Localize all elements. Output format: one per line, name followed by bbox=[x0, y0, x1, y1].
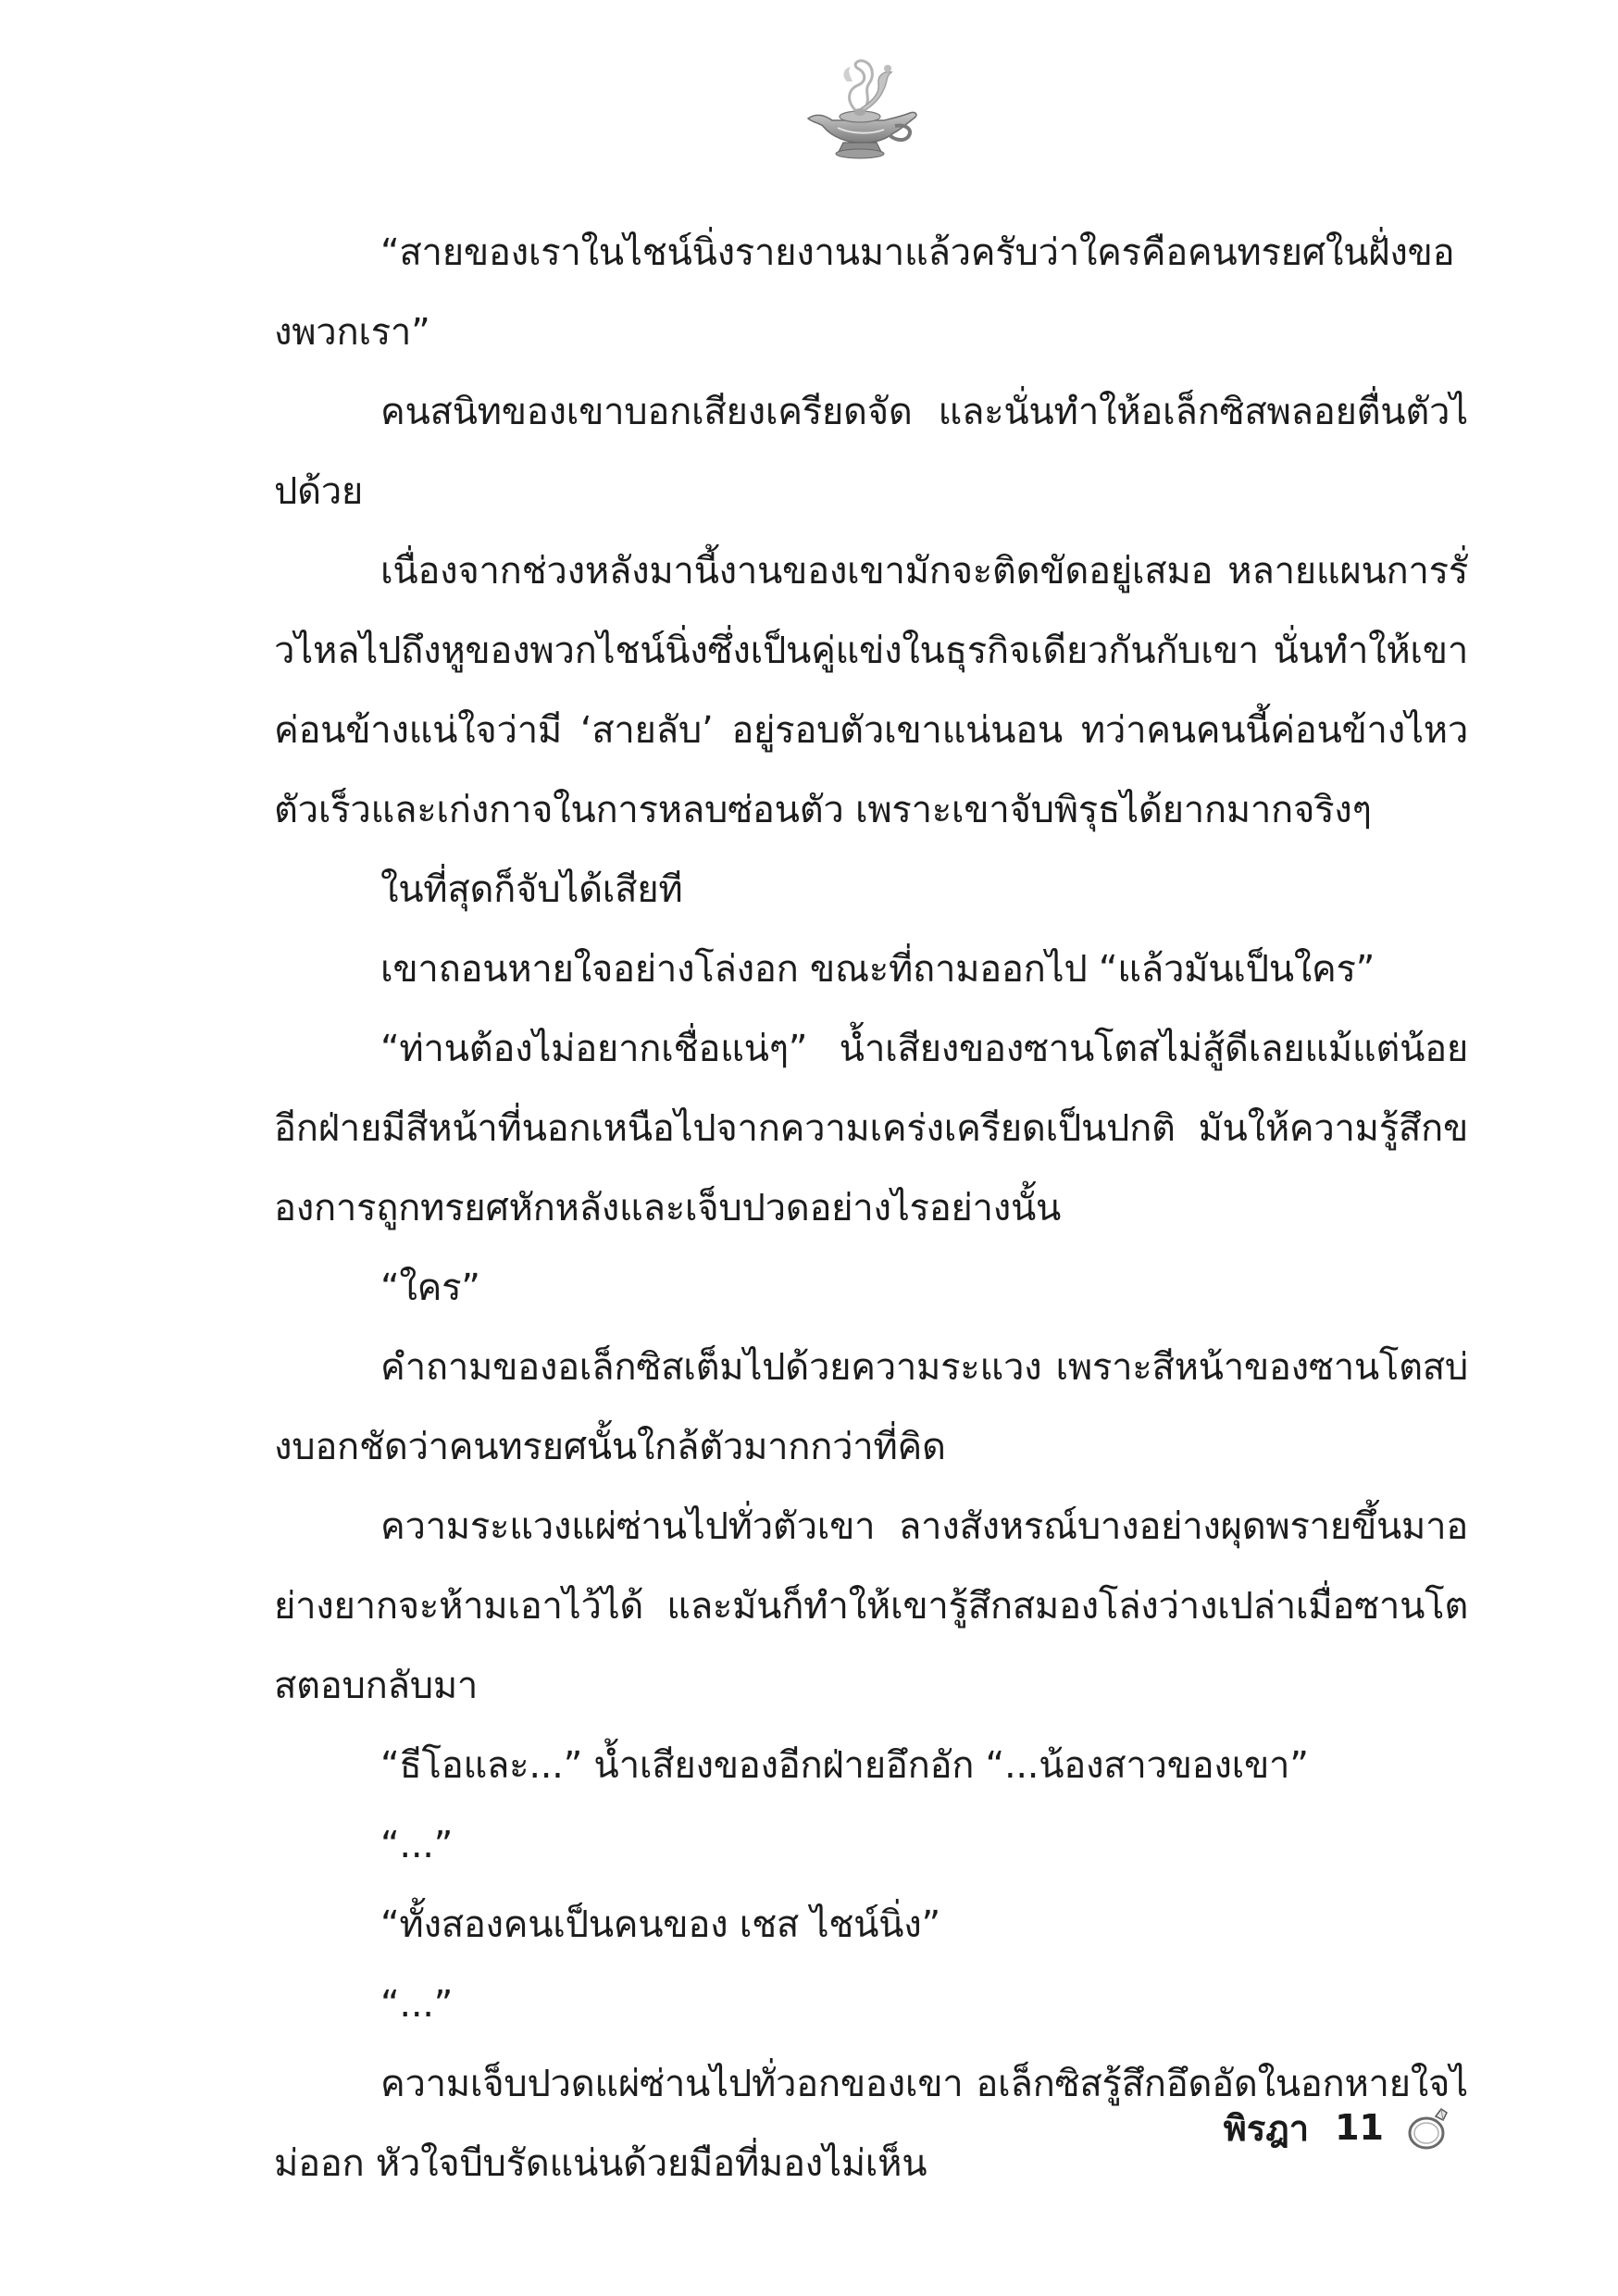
paragraph: คำถามของอเล็กซิสเต็มไปด้วยความระแวง เพราะสีหน้าของซานโตสบ่งบอกชัดว่าคนทรยศนั้นใกล้ตัวมากกว่าที่คิด bbox=[274, 1346, 1468, 1468]
paragraph: คนสนิทของเขาบอกเสียงเครียดจัด และนั่นทำให้อเล็กซิสพลอยตื่นตัวไปด้วย bbox=[274, 391, 1468, 513]
paragraph: “สายของเราในไชน์นิ่งรายงานมาแล้วครับว่าใครคือคนทรยศในฝั่งของพวกเรา” bbox=[274, 231, 1455, 354]
paragraph: “ใคร” bbox=[380, 1267, 480, 1309]
paragraph: เขาถอนหายใจอย่างโล่งอก ขณะที่ถามออกไป “แล้วมันเป็นใคร” bbox=[380, 948, 1375, 991]
paragraph: ความระแวงแผ่ซ่านไปทั่วตัวเขา ลางสังหรณ์บางอย่างผุดพรายขึ้นมาอย่างยากจะห้ามเอาไว้ได้ และมันก็ทำให้เขารู้สึกสมองโล่งว่างเปล่าเมื่อซานโตสตอบกลับมา bbox=[274, 1505, 1468, 1707]
magic-lamp-icon bbox=[791, 54, 930, 165]
paragraph: “ธีโอและ...” น้ำเสียงของอีกฝ่ายอึกอัก “...น้องสาวของเขา” bbox=[380, 1744, 1309, 1787]
ring-icon bbox=[1400, 2100, 1456, 2155]
paragraph: ความเจ็บปวดแผ่ซ่านไปทั่วอกของเขา อเล็กซิสรู้สึกอึดอัดในอกหายใจไม่ออก หัวใจบีบรัดแน่นด้วยมือที่มองไม่เห็น bbox=[274, 2063, 1468, 2185]
header-ornament bbox=[791, 54, 930, 165]
page-footer bbox=[1224, 2090, 1456, 2165]
paragraph: “...” bbox=[380, 1824, 454, 1866]
paragraph: ในที่สุดก็จับได้เสียที bbox=[380, 868, 683, 911]
author-name: พิรฎา bbox=[1223, 2107, 1310, 2149]
page-number: 11 bbox=[1335, 2107, 1384, 2148]
paragraph: “...” bbox=[380, 1983, 454, 2026]
paragraph: เนื่องจากช่วงหลังมานี้งานของเขามักจะติดขัดอยู่เสมอ หลายแผนการรั่วไหลไปถึงหูของพวกไชน์นิ่งซึ่งเป็นคู่แข่งในธุรกิจเดียวกันกับเขา นั่นทำให้เขาค่อนข้างแน่ใจว่ามี ‘สายลับ’ อยู่รอบตัวเขาแน่นอน ทว่าคนคนนี้ค่อนข้างไหวตัวเร็วและเก่งกาจในการหลบซ่อนตัว เพราะเขาจับพิรุธได้ยากมากจริงๆ bbox=[274, 550, 1468, 831]
body-text bbox=[274, 213, 1468, 2203]
paragraph: “ทั้งสองคนเป็นคนของ เชส ไชน์นิ่ง” bbox=[380, 1903, 940, 1946]
paragraph: “ท่านต้องไม่อยากเชื่อแน่ๆ” น้ำเสียงของซานโตสไม่สู้ดีเลยแม้แต่น้อย อีกฝ่ายมีสีหน้าที่นอกเหนือไปจากความเคร่งเครียดเป็นปกติ มันให้ความรู้สึกของการถูกทรยศหักหลังและเจ็บปวดอย่างไรอย่างนั้น bbox=[274, 1028, 1468, 1229]
